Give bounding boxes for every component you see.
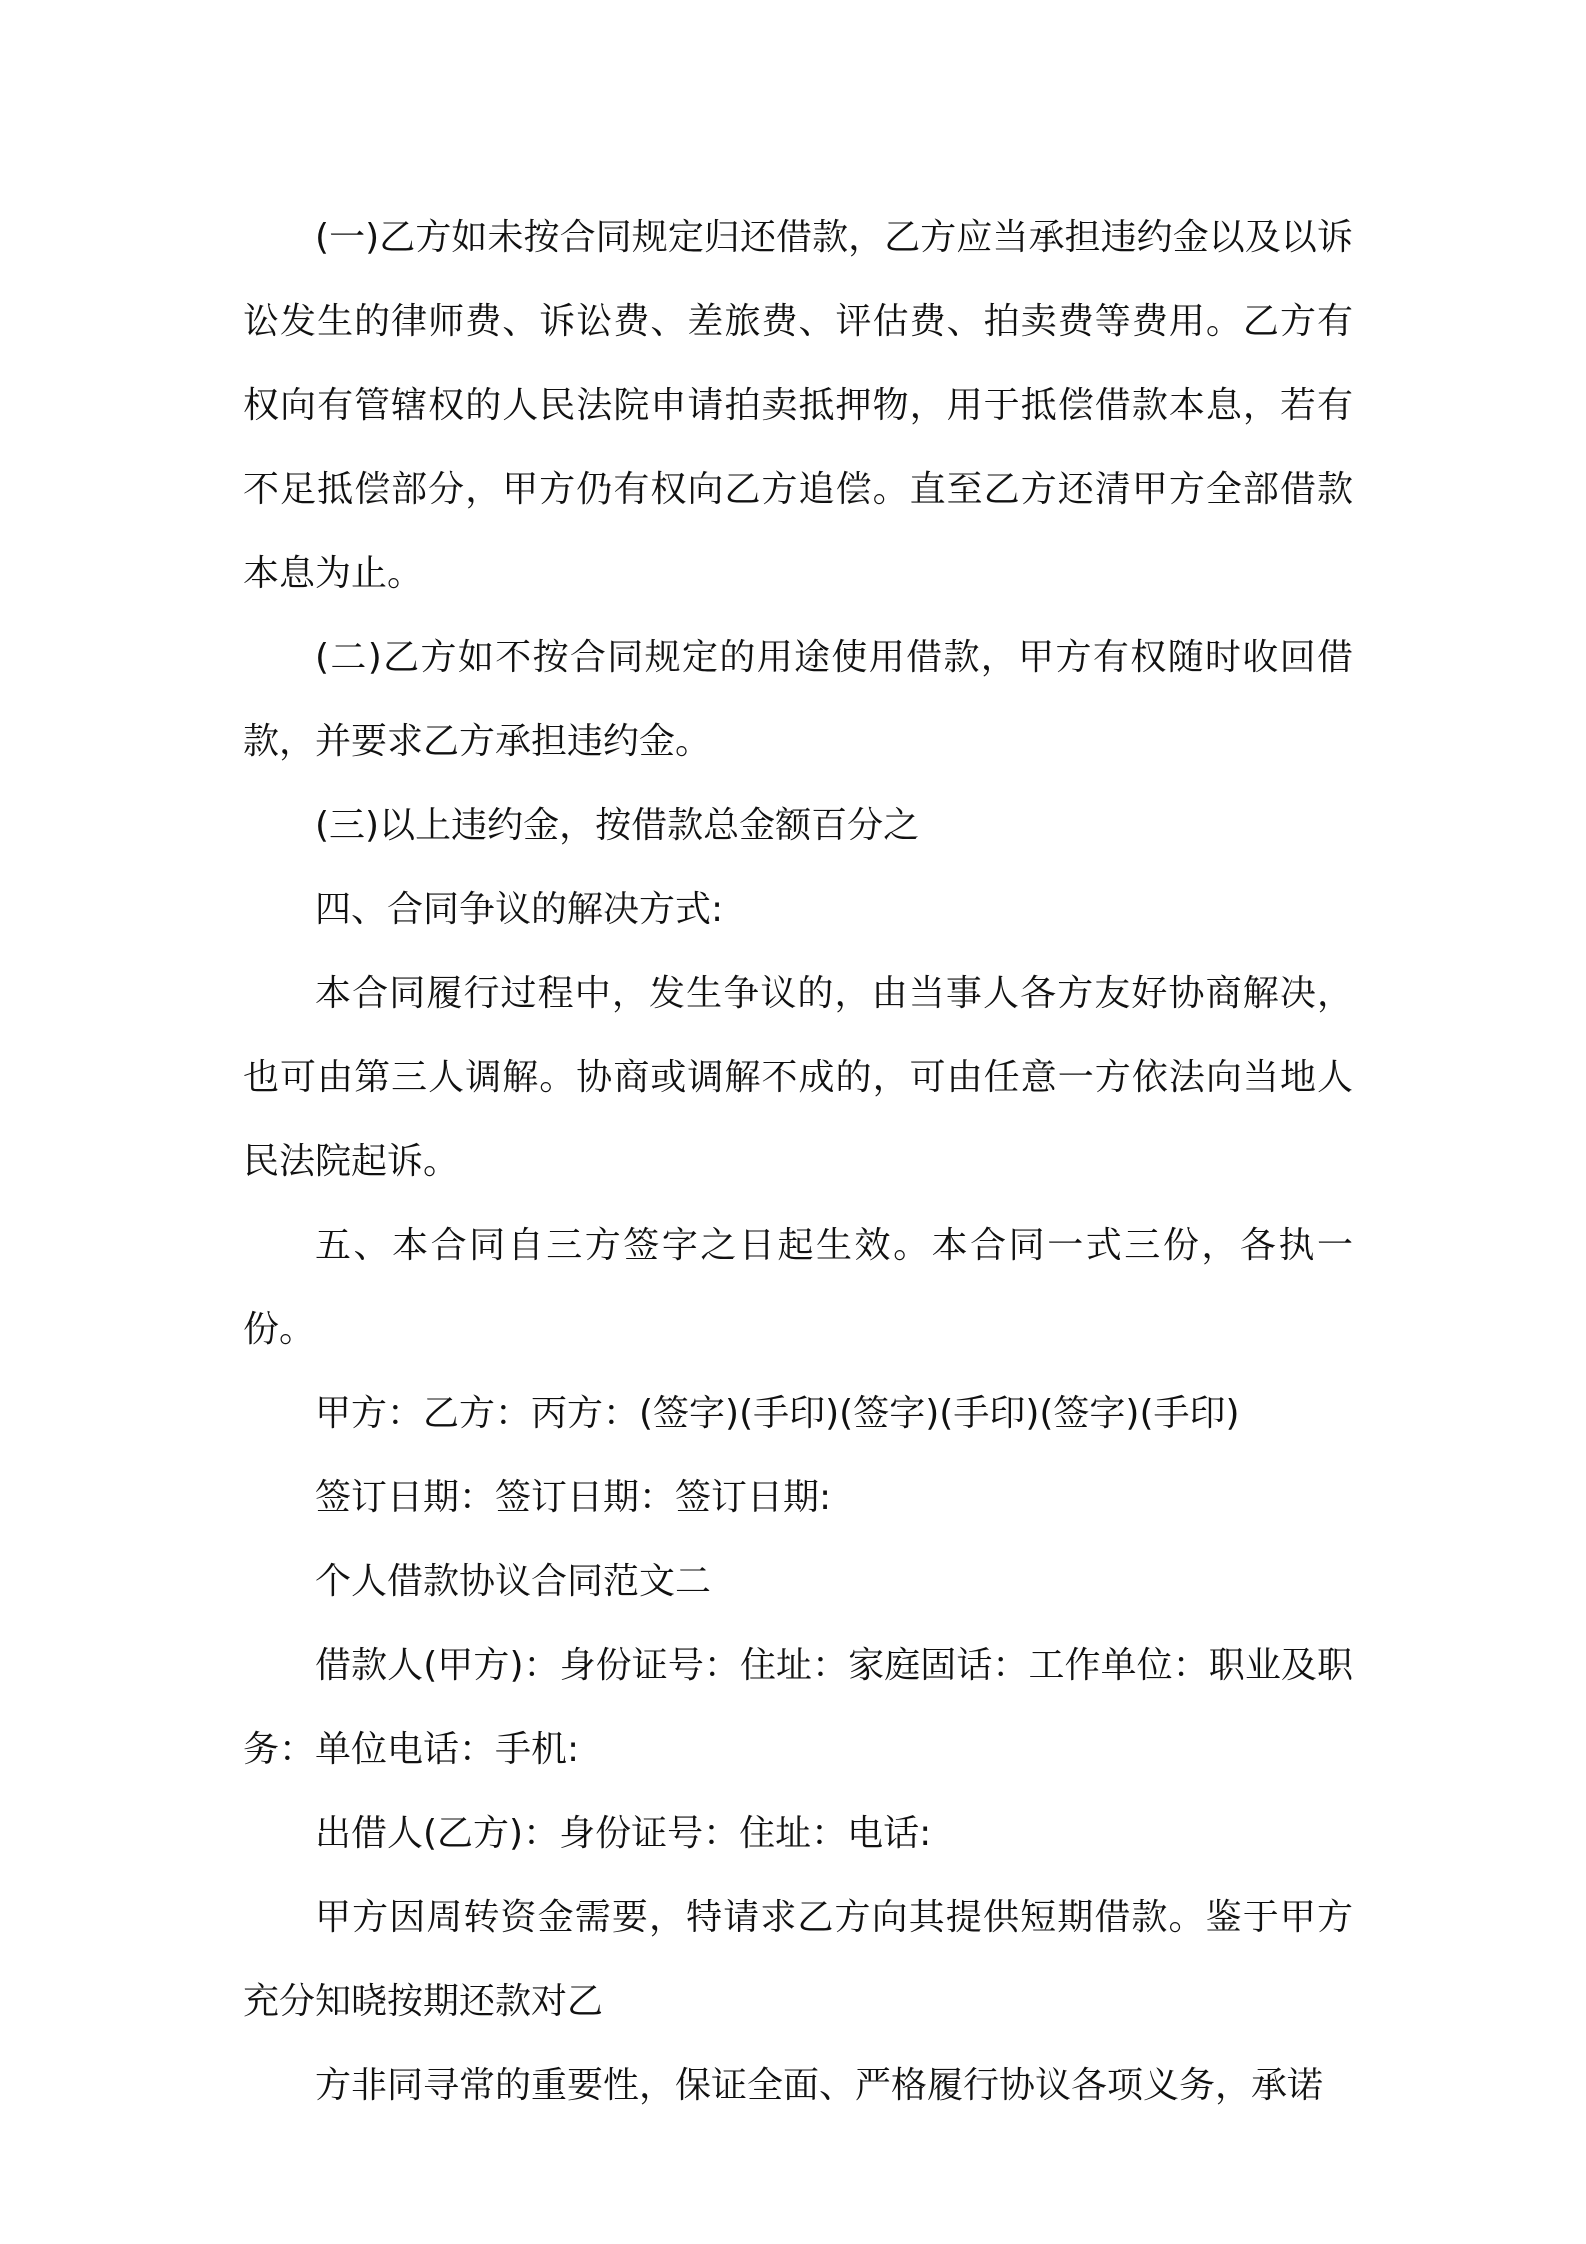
signing-date-line: 签订日期：签订日期：签订日期: — [315, 1477, 832, 1518]
clause-3-penalty-rate: (三)以上违约金，按借款总金额百分之 — [315, 805, 920, 846]
document-page — [243, 196, 1353, 2128]
clause-1-breach-repayment: (一)乙方如未按合同规定归还借款，乙方应当承担违约金以及以诉讼发生的律师费、诉讼费、差旅费、评估费、拍卖费等费用。乙方有权向有管辖权的人民法院申请拍卖抵押物，用于抵偿借款本息，若有不足抵偿部分，甲方仍有权向乙方追偿。直至乙方还清甲方全部借款本息为止。 — [243, 217, 1353, 594]
commitment-text: 方非同寻常的重要性，保证全面、严格履行协议各项义务，承诺 — [315, 2065, 1324, 2106]
section-4-heading: 四、合同争议的解决方式: — [315, 889, 724, 930]
dispute-resolution-text: 本合同履行过程中，发生争议的，由当事人各方友好协商解决，也可由第三人调解。协商或调解不成的，可由任意一方依法向当地人民法院起诉。 — [243, 973, 1353, 1182]
lender-info: 出借人(乙方)：身份证号：住址：电话: — [315, 1813, 932, 1854]
signature-line: 甲方：乙方：丙方：(签字)(手印)(签字)(手印)(签字)(手印) — [315, 1393, 1240, 1434]
section-5-effectiveness: 五、本合同自三方签字之日起生效。本合同一式三份，各执一份。 — [243, 1225, 1353, 1350]
borrower-info: 借款人(甲方)：身份证号：住址：家庭固话：工作单位：职业及职务：单位电话：手机: — [243, 1645, 1353, 1770]
clause-2-misuse-of-loan: (二)乙方如不按合同规定的用途使用借款，甲方有权随时收回借款，并要求乙方承担违约金。 — [243, 637, 1353, 762]
sample-2-title: 个人借款协议合同范文二 — [315, 1561, 712, 1602]
loan-purpose-text: 甲方因周转资金需要，特请求乙方向其提供短期借款。鉴于甲方充分知晓按期还款对乙 — [243, 1897, 1353, 2022]
